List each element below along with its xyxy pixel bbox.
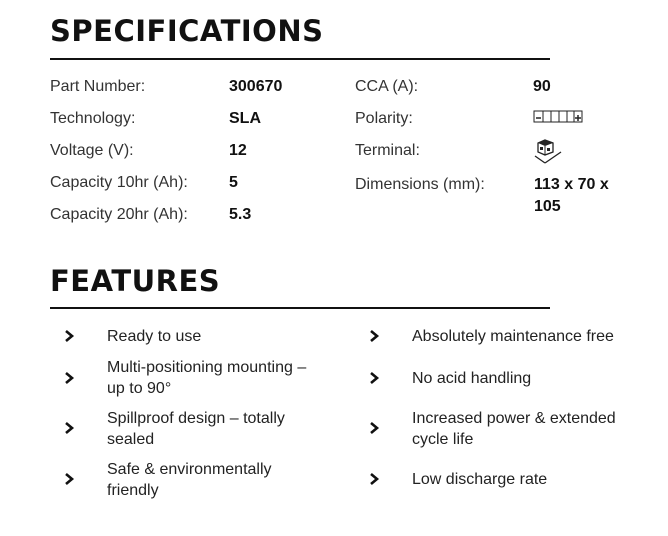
spec-value-dimensions-line2: 105 bbox=[534, 198, 561, 215]
specifications-heading: SPECIFICATIONS bbox=[50, 14, 324, 48]
feature-line: up to 90° bbox=[107, 380, 172, 397]
feature-item bbox=[107, 408, 285, 450]
spec-label-capacity-10hr: Capacity 10hr (Ah): bbox=[50, 174, 188, 191]
feature-line: Low discharge rate bbox=[412, 471, 548, 488]
features-divider bbox=[50, 307, 550, 309]
feature-line: Spillproof design – totally bbox=[107, 410, 285, 427]
spec-value-technology: SLA bbox=[229, 110, 261, 127]
chevron-right-icon bbox=[62, 472, 76, 486]
feature-item bbox=[412, 368, 531, 389]
feature-line: Multi-positioning mounting – bbox=[107, 359, 307, 376]
spec-value-capacity-10hr: 5 bbox=[229, 174, 238, 191]
feature-item bbox=[412, 326, 614, 347]
features-heading: FEATURES bbox=[50, 264, 221, 298]
spec-label-technology: Technology: bbox=[50, 110, 136, 127]
spec-label-dimensions: Dimensions (mm): bbox=[355, 176, 485, 193]
spec-value-cca: 90 bbox=[533, 78, 551, 95]
spec-label-voltage: Voltage (V): bbox=[50, 142, 134, 159]
chevron-right-icon bbox=[62, 371, 76, 385]
feature-line: No acid handling bbox=[412, 370, 532, 387]
spec-label-part-number: Part Number: bbox=[50, 78, 146, 95]
chevron-right-icon bbox=[367, 371, 381, 385]
chevron-right-icon bbox=[62, 329, 76, 343]
feature-item bbox=[107, 357, 306, 399]
spec-value-part-number: 300670 bbox=[229, 78, 283, 95]
spec-label-terminal: Terminal: bbox=[355, 142, 420, 159]
feature-item bbox=[412, 469, 547, 490]
spec-value-voltage: 12 bbox=[229, 142, 247, 159]
spec-label-capacity-20hr: Capacity 20hr (Ah): bbox=[50, 206, 188, 223]
spec-label-polarity: Polarity: bbox=[355, 110, 413, 127]
battery-polarity-icon bbox=[533, 109, 585, 125]
feature-line: sealed bbox=[107, 431, 155, 448]
chevron-right-icon bbox=[367, 472, 381, 486]
feature-line: Safe & environmentally bbox=[107, 461, 272, 478]
chevron-right-icon bbox=[367, 329, 381, 343]
feature-line: friendly bbox=[107, 482, 159, 499]
feature-line: cycle life bbox=[412, 431, 474, 448]
spec-value-capacity-20hr: 5.3 bbox=[229, 206, 252, 223]
feature-item bbox=[107, 459, 272, 501]
feature-item bbox=[107, 326, 201, 347]
spec-label-cca: CCA (A): bbox=[355, 78, 419, 95]
feature-line: Increased power & extended bbox=[412, 410, 616, 427]
chevron-right-icon bbox=[62, 421, 76, 435]
feature-item bbox=[412, 408, 616, 450]
terminal-type-icon bbox=[533, 138, 565, 168]
spec-value-dimensions-line1: 113 x 70 x bbox=[534, 176, 609, 193]
feature-line: Ready to use bbox=[107, 328, 202, 345]
chevron-right-icon bbox=[367, 421, 381, 435]
specifications-divider bbox=[50, 58, 550, 60]
feature-line: Absolutely maintenance free bbox=[412, 328, 614, 345]
